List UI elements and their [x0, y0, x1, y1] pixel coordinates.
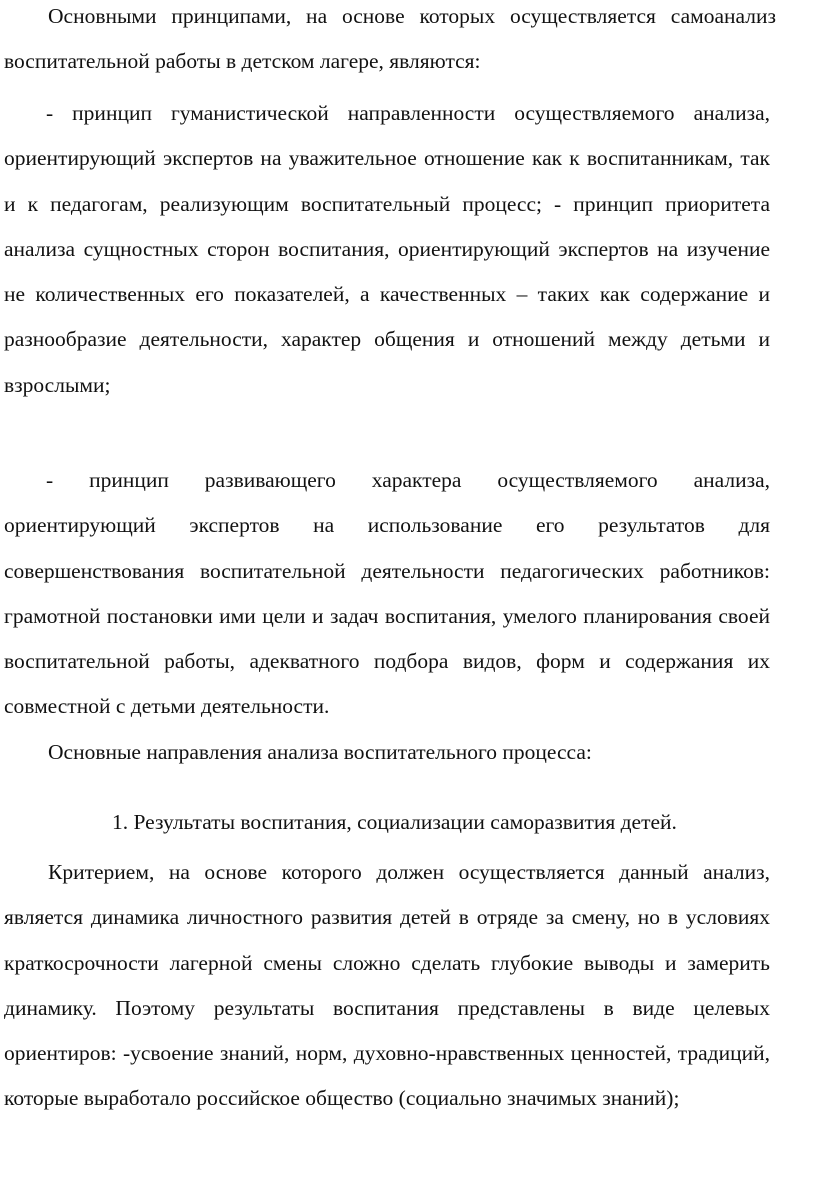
directions-heading: Основные направления анализа воспитательного процесса:	[48, 740, 592, 764]
criterion-paragraph: Критерием, на основе которого должен осуществляется данный анализ, является динамика личностного развития детей в отряде за смену, но в условиях краткосрочности лагерной смены сложно сделать глубокие выводы и замерить динамику. Поэтому результаты воспитания представлены в виде целевых ориентиров: -усвоение знаний, норм, духовно-нравственных ценностей, традиций, которые выработало российское общество (социально значимых знаний);	[4, 860, 770, 1111]
intro-paragraph: Основными принципами, на основе которых осуществляется самоанализ воспитательной работы в детском лагере, являются:	[4, 4, 776, 74]
principle-developmental-paragraph: - принцип развивающего характера осуществляемого анализа, ориентирующий экспертов на использование его результатов для совершенствования воспитательной деятельности педагогических работников: грамотной постановки ими цели и задач воспитания, умелого планирования своей воспитательной работы, адекватного подбора видов, форм и содержания их совместной с детьми деятельности.	[4, 468, 770, 719]
numbered-item-1: 1. Результаты воспитания, социализации саморазвития детей.	[112, 810, 677, 834]
principle-humanistic-paragraph: - принцип гуманистической направленности осуществляемого анализа, ориентирующий экспертов на уважительное отношение как к воспитанникам, так и к педагогам, реализующим воспитательный процесс; - принцип приоритета анализа сущностных сторон воспитания, ориентирующий экспертов на изучение не количественных его показателей, а качественных – таких как содержание и разнообразие деятельности, характер общения и отношений между детьми и взрослыми;	[4, 101, 770, 397]
